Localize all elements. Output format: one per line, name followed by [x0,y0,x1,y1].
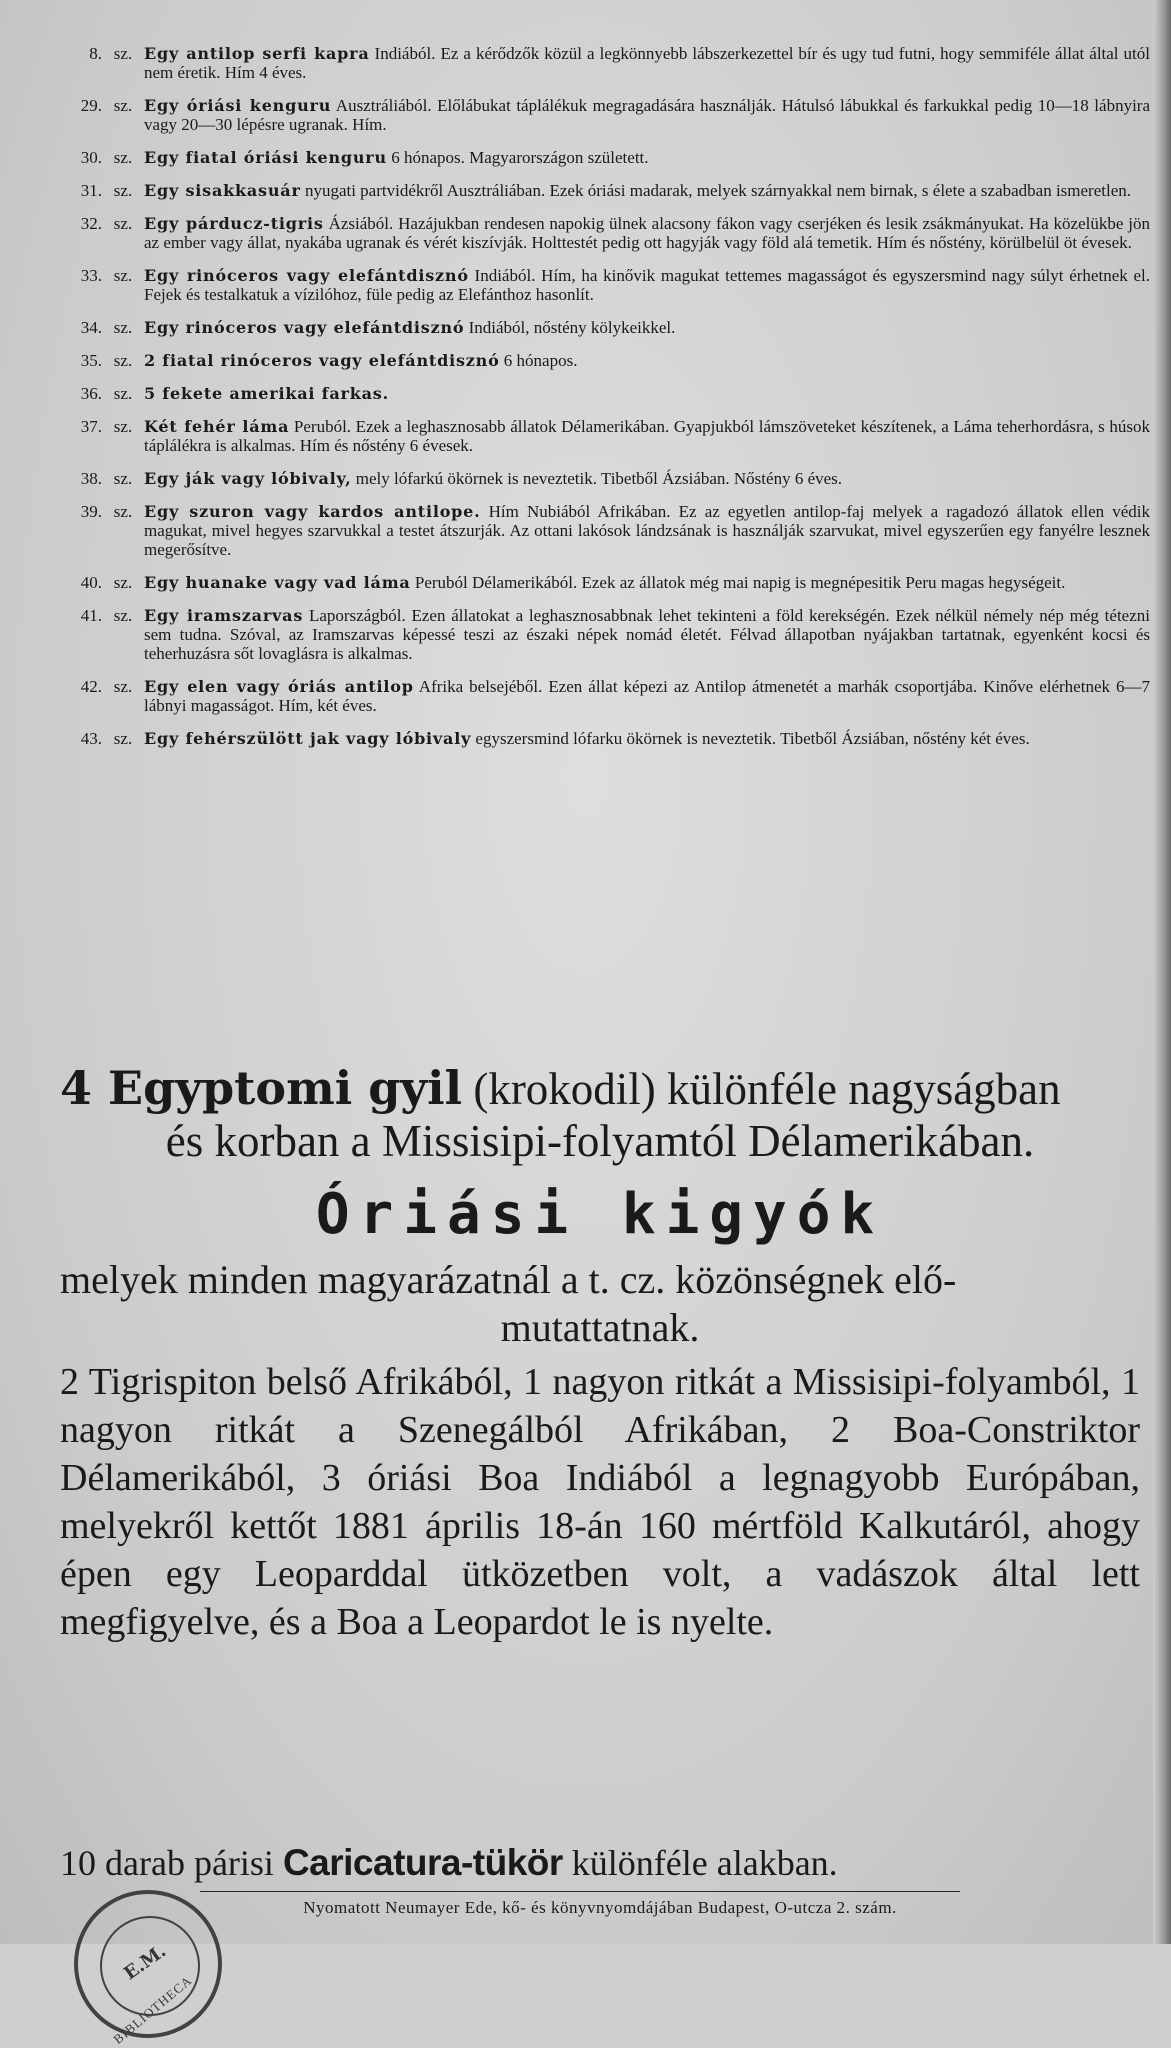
entry-sz: sz. [113,502,133,521]
entry-title: Egy fehérszülött jak vagy lóbivaly [144,729,472,748]
entry-title: Egy óriási kenguru [144,96,332,115]
library-stamp-ring-text: BIBLIOTHECA [110,1972,195,2047]
entry-description: Peruból Délamerikából. Ezek az állatok még mai napig is megnépesitik Peru magas hegységeit. [410,573,1066,592]
entry-number: 37. [80,417,102,436]
entry-description: egyszersmind lófarku ökörnek is neveztetik. Tibetből Ázsiában, nőstény két éves. [471,729,1030,748]
entry-row [58,469,1158,488]
giant-snakes-title: Óriási kigyók [315,1182,885,1247]
entry-description: Indiából. Ez a kérődzők közül a legkönnyebb lábszerkezettel bír és ugy tud futni, hogy semmiféle állat által utól nem éretik. Hím 4 éves. [144,44,1150,82]
entry-body [144,318,1158,337]
entry-sz: sz. [113,214,133,233]
entry-sz: sz. [113,44,133,63]
entry-number: 36. [80,384,102,403]
snake-list-paragraph: 2 Tigrispiton belső Afrikából, 1 nagyon ritkát a Missisipi-folyamból, 1 nagyon ritkát a Szenegálból Afrikában, 2 Boa-Constriktor Délamerikából, 3 óriási Boa Indiából a legnagyobb Európában, melyekről kettőt 1881 április 18-án 160 mértföld Kalkutáról, ahogy épen egy Leoparddal ütközetben volt, a vadászok által lett megfigyelve, és a Boa a Leopardot le is nyelte. [60,1361,1140,1643]
entry-body [144,181,1158,200]
entry-title: Egy szuron vagy kardos antilope. [144,502,481,521]
entry-body [144,214,1158,252]
entry-number: 42. [80,677,102,696]
entry-sz: sz. [113,266,133,285]
entry-row [58,181,1158,200]
entry-sz: sz. [113,96,133,115]
exhibition-note-line2: mutattatnak. [500,1305,700,1350]
entry-title: Egy sisakkasuár [144,181,301,200]
entry-row [58,729,1158,748]
entry-body [144,384,1158,403]
entry-description: Afrika belsejéből. Ezen állat képezi az Antilop átmenetét a marhák csoportjába. Kinőve elérhetnek 6—7 lábnyi magasságot. Hím, két éves. [144,677,1150,715]
entry-description: Ausztráliából. Előlábukat táplálékuk megragadására használják. Hátulsó lábukkal és farkukkal pedig 10—18 lábnyira vagy 20—30 lépésre ugranak. Hím. [144,96,1150,134]
entry-sz: sz. [113,573,133,592]
entry-body [144,677,1158,715]
entry-description: Peruból. Ezek a leghasznosabb állatok Délamerikában. Gyapjukból lámszöveteket készítenek, a Láma teherhordásra, s húsok táplálékra is alkalmas. Hím és nőstény 6 évesek. [144,417,1150,455]
entry-row [58,384,1158,403]
entry-description: Lapországból. Ezen állatokat a leghasznosabbnak lehet tekinteni a föld kerekségén. Ezek nélkül némely nép még tétezni sem tudna. Szóval, az Iramszarvas képessé teszi az északi népek nomád életét. Félvad állapotban nyájakban tartatnak, egyenként kocsi és teherhuzásra sőt lovaglásra is alkalmas. [144,606,1150,663]
library-stamp-center: E.M. [120,1940,171,1985]
entry-number: 30. [80,148,102,167]
entry-sz: sz. [113,351,133,370]
entry-sz: sz. [113,469,133,488]
entry-sz: sz. [113,417,133,436]
entry-number: 31. [80,181,102,200]
footer-divider [200,1891,960,1892]
mirror-pre: 10 darab párisi [60,1843,283,1883]
entry-sz: sz. [113,148,133,167]
entry-sz: sz. [113,729,133,748]
entry-number: 39. [80,502,102,521]
entry-title: Egy rinóceros vagy elefántdisznó [144,266,469,285]
entry-sz: sz. [113,318,133,337]
entry-title: Egy antilop serfi kapra [144,44,370,63]
entry-sz: sz. [113,677,133,696]
entry-title: Egy párducz-tigris [144,214,324,233]
printer-footer: Nyomatott Neumayer Ede, kő- és könyvnyomdájában Budapest, O-utcza 2. szám. [303,1898,897,1917]
entry-body [144,606,1158,663]
entry-row [58,318,1158,337]
entry-sz: sz. [113,181,133,200]
entry-row [58,214,1158,252]
entry-body [144,417,1158,455]
entry-title: Egy iramszarvas [144,606,304,625]
entry-row [58,502,1158,559]
entry-description: Indiából, nőstény kölykeikkel. [464,318,676,337]
crocodile-heading-bold: 4 Egyptomi gyil [60,1061,463,1115]
crocodile-heading [60,1062,1140,1167]
mirror-post: különféle alakban. [562,1843,838,1883]
mirror-bold: Caricatura-tükör [282,1842,563,1883]
entry-description: nyugati partvidékről Ausztráliában. Ezek óriási madarak, melyek szárnyakkal nem birnak, s élete a szabadban ismeretlen. [300,181,1132,200]
entry-body [144,469,1158,488]
entry-body [144,266,1158,304]
caricature-mirror-line [60,1840,1140,1886]
exhibition-note [60,1256,1140,1352]
entry-number: 33. [80,266,102,285]
entry-description: Ázsiából. Hazájukban rendesen napokig ülnek alacsony fákon vagy cserjéken és lesik zsákmányukat. Ha közelükbe jön az ember vagy állat, nyakába ugranak és vérét kiszívják. Holttestét pedig ott hagyják vagy föld alá temetik. Hím és nőstény, körülbelül öt évesek. [144,214,1150,252]
entry-body [144,573,1158,592]
entry-number: 38. [80,469,102,488]
entry-number: 40. [80,573,102,592]
entry-description: mely lófarkú ökörnek is neveztetik. Tibetből Ázsiában. Nőstény 6 éves. [351,469,843,488]
crocodile-heading-line2: és korban a Missisipi-folyamtól Délamerikában. [165,1116,1035,1166]
entry-title: Egy ják vagy lóbivaly, [144,469,352,488]
entry-title: Egy rinóceros vagy elefántdisznó [144,318,465,337]
entry-body [144,44,1158,82]
animal-entry-list [58,44,1158,762]
entry-number: 41. [80,606,102,625]
entry-title: Két fehér láma [144,417,290,436]
entry-row [58,266,1158,304]
entry-body [144,96,1158,134]
entry-row [58,96,1158,134]
entry-number: 34. [80,318,102,337]
entry-number: 8. [89,44,102,63]
entry-row [58,417,1158,455]
entry-body [144,148,1158,167]
entry-title: 2 fiatal rinóceros vagy elefántdisznó [144,351,500,370]
entry-row [58,606,1158,663]
entry-row [58,44,1158,82]
entry-number: 32. [80,214,102,233]
exhibition-note-line1: melyek minden magyarázatnál a t. cz. közönségnek elő- [60,1257,957,1302]
entry-body [144,502,1158,559]
entry-row [58,677,1158,715]
entry-number: 35. [80,351,102,370]
entry-sz: sz. [113,384,133,403]
crocodile-heading-rest: (krokodil) különféle nagyságban [462,1064,1061,1114]
entry-row [58,351,1158,370]
entry-description: 6 hónapos. [499,351,578,370]
entry-body [144,351,1158,370]
entry-row [58,148,1158,167]
entry-description: 6 hónapos. Magyarországon született. [386,148,649,167]
entry-title: 5 fekete amerikai farkas. [144,384,389,403]
entry-title: Egy elen vagy óriás antilop [144,677,414,696]
entry-title: Egy huanake vagy vad láma [144,573,411,592]
entry-title: Egy fiatal óriási kenguru [144,148,387,167]
entry-description: Hím Nubiából Afrikában. Ez az egyetlen antilop-faj melyek a ragadozó állatok ellen védik magukat, mivel hegyes szarvukkal a testet átszurják. Az ottani lakósok lándzsának is használják szarvukat, mivel egyszerűen egy fanyélre lesznek megerősítve. [144,502,1150,559]
entry-body [144,729,1158,748]
entry-sz: sz. [113,606,133,625]
entry-description: Indiából. Hím, ha kinővik magukat tettemes magasságot és egyszersmind nagy súlyt érhetnek el. Fejek és testalkatuk a vízilóhoz, füle pedig az Elefánthoz hasonlít. [144,266,1150,304]
entry-number: 43. [80,729,102,748]
entry-number: 29. [80,96,102,115]
entry-row [58,573,1158,592]
